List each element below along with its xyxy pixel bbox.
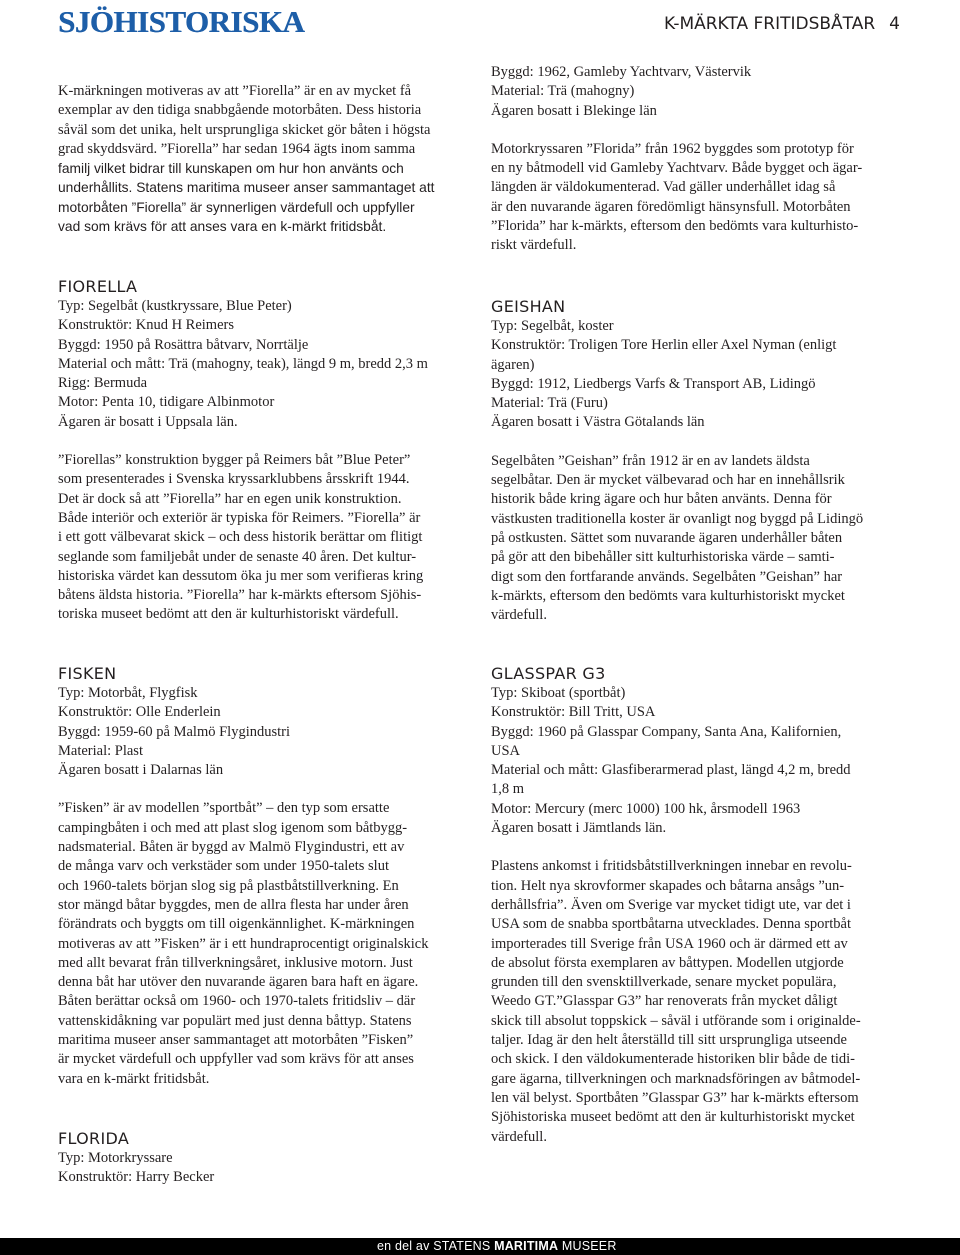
- section-heading: GEISHAN: [491, 297, 566, 316]
- body-line: förändrats och byggts om till oigenkännlighet. K-märkningen: [58, 916, 415, 933]
- body-line: denna båt har utöver den nuvarande ägaren bara haft en ägare.: [58, 974, 419, 991]
- fact-line: Material och mått: Glasfiberarmerad plast, längd 4,2 m, bredd: [491, 762, 851, 779]
- boat-description: [58, 799, 453, 1088]
- body-line: toriska museet bedömt att den är kulturhistoriskt värdefull.: [58, 606, 399, 623]
- fact-line: Byggd: 1912, Liedbergs Varfs & Transport AB, Lidingö: [491, 375, 816, 392]
- body-line: maritima museer anser sammantaget att motorbåten ”Fisken”: [58, 1032, 414, 1049]
- fact-line: Material: Plast: [58, 742, 143, 759]
- body-line: riskt värdefull.: [491, 237, 577, 254]
- body-line: historiska värdet kan dessutom öka ju mer som verifieras kring: [58, 567, 424, 584]
- section-heading: FISKEN: [58, 664, 117, 683]
- fact-line: Ägaren bosatt i Västra Götalands län: [491, 414, 705, 431]
- fact-line: Ägaren är bosatt i Uppsala län.: [58, 413, 238, 430]
- body-line: på gör att den bibehåller sitt kulturhistoriska värde – samti-: [491, 549, 835, 566]
- body-line: är den nuvarande ägaren föredömligt hänsynsfull. Motorbåten: [491, 198, 851, 215]
- florida-section: [58, 1129, 453, 1188]
- glasspar-section: [491, 664, 911, 1147]
- body-line: på ostkusten. Sättet som nuvarande ägaren underhåller båten: [491, 529, 843, 546]
- fact-line: Byggd: 1950 på Rosättra båtvarv, Norrtälje: [58, 336, 309, 353]
- boat-facts: [491, 684, 911, 838]
- boat-facts: [58, 684, 453, 780]
- fact-line: Konstruktör: Knud H Reimers: [58, 317, 234, 334]
- body-line: gare ägarna, tillverkningen och marknadsföringen av båtmodel-: [491, 1070, 861, 1087]
- body-line: USA som de snabba sportbåtarna utvecklades. Denna sportbåt: [491, 916, 851, 933]
- body-line: de många varv och verkstäder som under 1950-talets slut: [58, 858, 389, 875]
- body-line: vattenskidåkning var populärt med just denna båttyp. Statens: [58, 1012, 412, 1029]
- body-line: motiveras av att ”Fisken” är i ett hundraprocentigt originalskick: [58, 935, 429, 952]
- intro-line: K-märkningen motiveras av att ”Fiorella” är en av mycket få: [58, 83, 412, 99]
- intro-line: exemplar av den tidiga snabbgående motorbåten. Dess historia: [58, 102, 422, 119]
- fact-line: Konstruktör: Olle Enderlein: [58, 704, 221, 721]
- fact-line: Konstruktör: Bill Tritt, USA: [491, 704, 656, 721]
- body-line: är mycket värdefull och uppfyller vad som krävs för att anses: [58, 1051, 414, 1068]
- boat-description: [58, 451, 453, 625]
- intro-line: vad som krävs för att anses vara en k-märkt fritidsbåt.: [58, 219, 387, 235]
- fiorella-section: [58, 277, 453, 625]
- body-line: tion. Helt nya skrovformer skapades och båtarna ansågs ”un-: [491, 877, 845, 894]
- fact-line: Konstruktör: Harry Becker: [58, 1169, 215, 1186]
- body-line: stor mängd båtar byggdes, men de allra flesta har under åren: [58, 896, 409, 913]
- intro-line: såväl som det unika, helt ursprungliga skicket gör båten i högsta: [58, 121, 431, 138]
- fact-line: Byggd: 1962, Gamleby Yachtvarv, Västervik: [491, 64, 752, 80]
- running-header: [664, 12, 900, 36]
- fact-line: Material och mått: Trä (mahogny, teak), längd 9 m, bredd 2,3 m: [58, 355, 428, 372]
- body-line: Weedo GT.”Glasspar G3” har renoverats från mycket dåligt: [491, 993, 838, 1010]
- boat-description: [491, 140, 911, 256]
- section-heading: GLASSPAR G3: [491, 664, 606, 683]
- fisken-section: [58, 664, 453, 1089]
- body-line: värdefull.: [491, 1128, 547, 1145]
- boat-facts: [491, 63, 911, 121]
- boat-description: [491, 452, 911, 626]
- fact-line: ägaren): [491, 356, 535, 373]
- body-line: digt som den fortfarande används. Segelbåten ”Geishan” har: [491, 568, 843, 585]
- fact-line: Material: Trä (mahogny): [491, 83, 635, 100]
- body-line: taljer. Idag är den helt återställd till sitt ursprungliga utseende: [491, 1032, 847, 1049]
- body-line: längden är väldokumenterad. Vad gäller underhållet idag så: [491, 179, 836, 196]
- fact-line: Ägaren bosatt i Dalarnas län: [58, 762, 224, 779]
- body-line: Både interiör och exteriör är typiska för Reimers. ”Fiorella” är: [58, 509, 421, 526]
- body-line: värdefull.: [491, 607, 547, 624]
- intro-block: [58, 82, 453, 236]
- body-line: k-märkts, eftersom den bedömts vara kulturhistoriskt mycket: [491, 587, 845, 604]
- logo: SJÖHISTORISKA: [58, 4, 305, 39]
- body-line: derhållsfria”. Även om Sverige var mycket tidigt ute, var det i: [491, 896, 851, 913]
- boat-description: [491, 857, 911, 1146]
- body-line: segelbåtar. Den är mycket välbevarad och har en innehållsrik: [491, 472, 845, 489]
- body-line: nadsmaterial. Båten är byggd av Malmö Flygindustri, ett av: [58, 839, 405, 856]
- fact-line: Typ: Motorkryssare: [58, 1150, 173, 1166]
- body-line: Båten berättar också om 1960- och 1970-talets fritidsliv – där: [58, 993, 416, 1010]
- body-line: importerades till Sverige från USA 1960 och är därmed ett av: [491, 935, 848, 952]
- fact-line: Typ: Motorbåt, Flygfisk: [58, 685, 198, 701]
- body-line: västkusten traditionella koster är ovanligt nog byggd på Lidingö: [491, 510, 864, 527]
- fact-line: Material: Trä (Furu): [491, 395, 608, 412]
- body-line: Sjöhistoriska museet bedömt att den är kulturhistoriskt mycket: [491, 1109, 855, 1126]
- page-number: 4: [889, 14, 900, 34]
- body-line: som presenterades i Svenska kryssarklubbens årsskrift 1944.: [58, 471, 410, 488]
- florida-continued: [491, 63, 911, 256]
- fact-line: Rigg: Bermuda: [58, 375, 148, 392]
- body-line: len väl belyst. Sportbåten ”Glasspar G3” har k-märkts eftersom: [491, 1089, 859, 1106]
- body-line: och skick. I den väldokumenterade historiken blir både de tidi-: [491, 1051, 856, 1068]
- fact-line: 1,8 m: [491, 781, 525, 798]
- body-line: med allt bevarat från tillverkningsåret, inklusive motorn. Just: [58, 954, 413, 971]
- body-line: skick till absolut toppskick – såväl i utförande som i originalde-: [491, 1012, 861, 1029]
- geishan-section: [491, 297, 911, 625]
- footer-bar: [0, 1238, 960, 1255]
- body-line: båtens äldsta historia. ”Fiorella” har k-märkts eftersom Sjöhis-: [58, 587, 422, 604]
- body-line: de absolut första exemplaren av båttypen. Modellen utgjorde: [491, 954, 844, 971]
- body-line: vara en k-märkt fritidsbåt.: [58, 1070, 210, 1087]
- section-title: K-MÄRKTA FRITIDSBÅTAR: [663, 14, 876, 34]
- body-line: Det är dock så att ”Fiorella” har en egen unik konstruktion.: [58, 490, 402, 507]
- fact-line: Typ: Skiboat (sportbåt): [491, 685, 626, 701]
- fact-line: Ägaren bosatt i Jämtlands län.: [491, 820, 667, 837]
- body-line: Segelbåten ”Geishan” från 1912 är en av landets äldsta: [491, 452, 810, 469]
- body-line: och 1960-talets början slog sig på plastbåtstillverkning. En: [58, 877, 399, 894]
- section-heading: FLORIDA: [58, 1129, 130, 1148]
- boat-facts: [491, 317, 911, 433]
- body-line: en ny båtmodell vid Gamleby Yachtvarv. Både bygget och ägar-: [491, 160, 863, 177]
- body-line: ”Fiorellas” konstruktion bygger på Reimers båt ”Blue Peter”: [58, 452, 411, 469]
- fact-line: Motor: Mercury (merc 1000) 100 hk, årsmodell 1963: [491, 800, 801, 817]
- footer-bold: MARITIMA: [494, 1239, 559, 1253]
- boat-facts: [58, 1149, 453, 1188]
- body-line: campingbåten i och med att plast slog igenom som båtbygg-: [58, 819, 408, 836]
- fact-line: Typ: Segelbåt, koster: [491, 318, 614, 334]
- fact-line: Byggd: 1960 på Glasspar Company, Santa Ana, Kalifornien,: [491, 723, 842, 740]
- boat-facts: [58, 297, 453, 432]
- footer-suffix: MUSEER: [561, 1239, 617, 1253]
- section-heading: FIORELLA: [58, 277, 138, 296]
- fact-line: Konstruktör: Troligen Tore Herlin eller Axel Nyman (enligt: [491, 337, 837, 354]
- body-line: i ett gott välbevarat skick – och dess historik berättar om flitigt: [58, 529, 423, 546]
- body-line: Plastens ankomst i fritidsbåtstillverkningen innebar en revolu-: [491, 858, 852, 875]
- body-line: seglande som familjebåt under de senaste 40 åren. Det kultur-: [58, 548, 417, 565]
- footer-prefix: en del av STATENS: [377, 1239, 491, 1253]
- intro-line: underhållits. Statens maritima museer anser sammantaget att: [58, 180, 435, 196]
- intro-line: motorbåten ”Fiorella” är synnerligen värdefull och uppfyller: [58, 199, 415, 215]
- body-line: grunden till den svensktillverkade, senare mycket populära,: [491, 974, 837, 991]
- footer-text: [377, 1239, 617, 1253]
- intro-line: grad skyddsvärd. ”Fiorella” har sedan 1964 ägts inom samma: [58, 140, 416, 157]
- body-line: Motorkryssaren ”Florida” från 1962 byggdes som prototyp för: [491, 140, 854, 157]
- body-line: ”Fisken” är av modellen ”sportbåt” – den typ som ersatte: [58, 800, 390, 817]
- fact-line: Ägaren bosatt i Blekinge län: [491, 102, 657, 119]
- fact-line: USA: [491, 742, 521, 759]
- fact-line: Byggd: 1959-60 på Malmö Flygindustri: [58, 723, 290, 740]
- fact-line: Typ: Segelbåt (kustkryssare, Blue Peter): [58, 298, 292, 314]
- intro-line: familj vilket bidrar till kunskapen om hur hon använts och: [58, 161, 404, 177]
- fact-line: Motor: Penta 10, tidigare Albinmotor: [58, 394, 275, 411]
- body-line: historik både kring ägare och hur båten använts. Denna för: [491, 491, 832, 508]
- body-line: ”Florida” har k-märkts, eftersom den bedömts vara kulturhisto-: [491, 218, 859, 235]
